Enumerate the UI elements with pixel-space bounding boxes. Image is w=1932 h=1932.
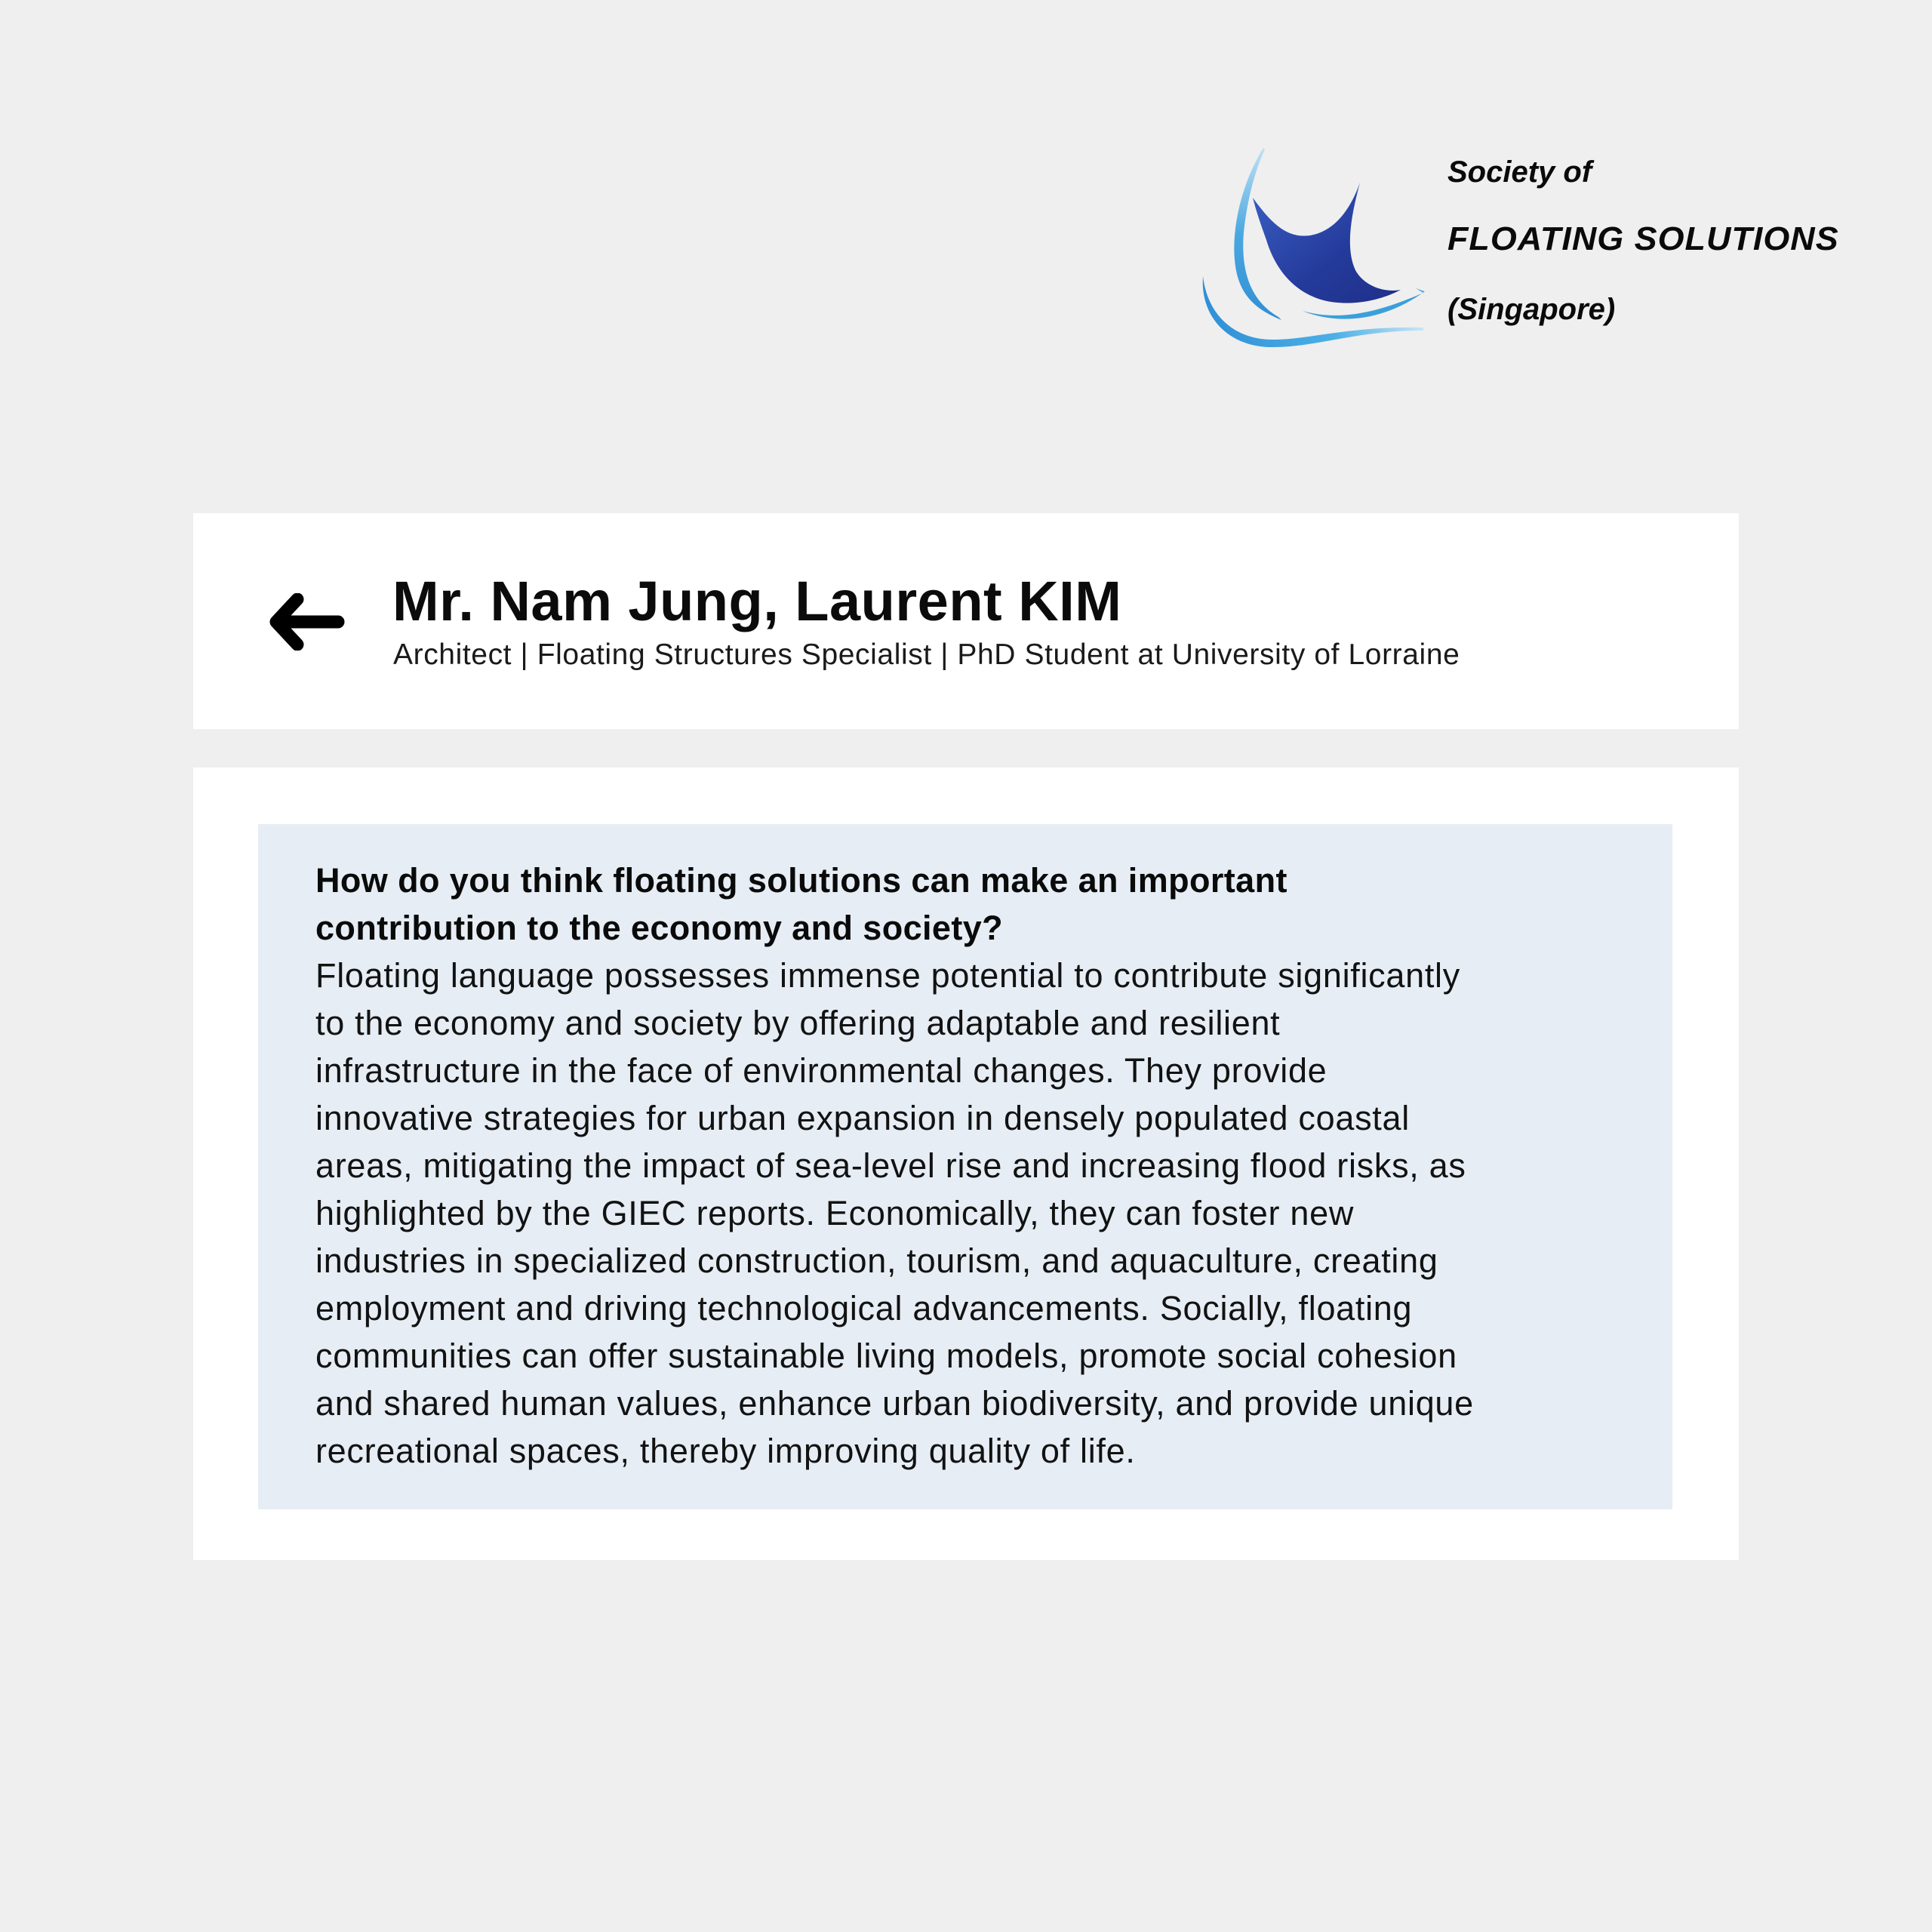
question-line: contribution to the economy and society? bbox=[315, 909, 1004, 947]
answer-line: and shared human values, enhance urban biodiversity, and provide unique bbox=[315, 1384, 1474, 1423]
logo-text-society-of: Society of bbox=[1447, 155, 1592, 189]
answer-line: industries in specialized construction, tourism, and aquaculture, creating bbox=[315, 1241, 1438, 1280]
manta-ray-logo-icon bbox=[1197, 142, 1431, 353]
answer-line: communities can offer sustainable living models, promote social cohesion bbox=[315, 1337, 1457, 1375]
answer-line: infrastructure in the face of environmental changes. They provide bbox=[315, 1051, 1327, 1090]
logo-text-floating-solutions: FLOATING SOLUTIONS bbox=[1447, 220, 1839, 257]
answer-line: recreational spaces, thereby improving quality of life. bbox=[315, 1432, 1136, 1470]
answer-line: innovative strategies for urban expansion in densely populated coastal bbox=[315, 1099, 1410, 1137]
back-button[interactable] bbox=[269, 593, 347, 651]
question bbox=[315, 857, 1474, 952]
logo-text-singapore: (Singapore) bbox=[1447, 293, 1616, 326]
answer-line: areas, mitigating the impact of sea-level rise and increasing flood risks, as bbox=[315, 1146, 1466, 1185]
question-line: How do you think floating solutions can make an important bbox=[315, 861, 1287, 900]
interview-card bbox=[193, 768, 1739, 1560]
answer-line: highlighted by the GIEC reports. Economically, they can foster new bbox=[315, 1194, 1355, 1232]
qa-panel bbox=[258, 824, 1672, 1509]
answer bbox=[315, 952, 1474, 1475]
person-role: Architect | Floating Structures Specialist | PhD Student at University of Lorraine bbox=[393, 638, 1460, 671]
answer-line: Floating language possesses immense potential to contribute significantly bbox=[315, 956, 1460, 995]
person-name: Mr. Nam Jung, Laurent KIM bbox=[392, 570, 1122, 632]
profile-header-card bbox=[193, 513, 1739, 729]
society-logo bbox=[1197, 142, 1839, 353]
qa-text bbox=[315, 857, 1474, 1475]
answer-line: to the economy and society by offering adaptable and resilient bbox=[315, 1004, 1281, 1042]
answer-line: employment and driving technological advancements. Socially, floating bbox=[315, 1289, 1413, 1327]
arrow-left-icon bbox=[269, 593, 347, 651]
